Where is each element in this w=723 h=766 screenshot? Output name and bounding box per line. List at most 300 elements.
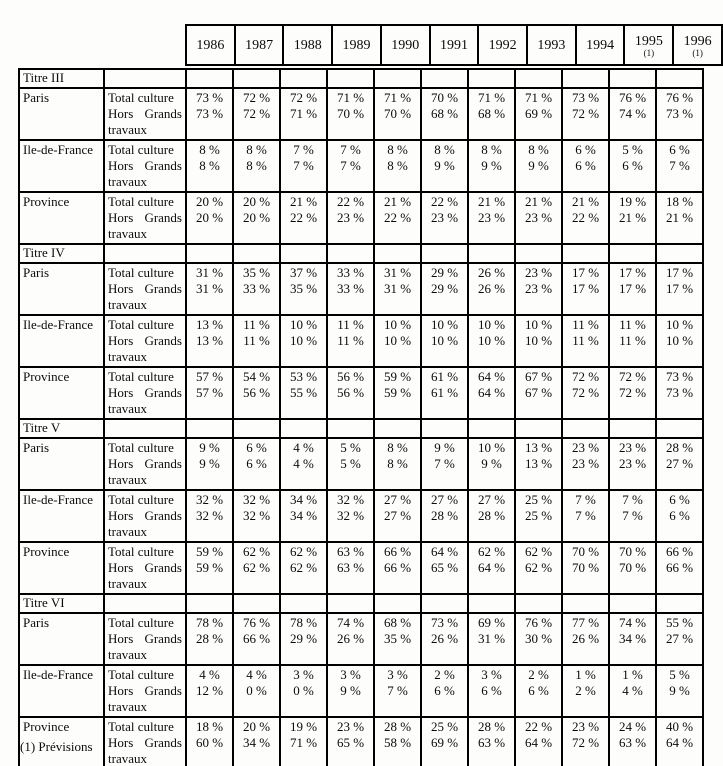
total-culture-value: 76 %	[665, 90, 694, 105]
hors-grands-travaux-value: 33 %	[336, 281, 365, 296]
value-cell	[374, 665, 421, 717]
section-empty-cell	[186, 419, 233, 438]
hors-grands-travaux-value: 59 %	[383, 385, 412, 400]
hors-grands-travaux-value: 8 %	[246, 158, 267, 173]
value-cell	[327, 140, 374, 192]
total-culture-value: 1 %	[575, 667, 596, 682]
hors-grands-travaux-value: 62 %	[242, 560, 271, 575]
hors-grands-travaux-value: 13 %	[524, 456, 553, 471]
value-cell	[609, 665, 656, 717]
total-culture-value: 6 %	[669, 492, 690, 507]
value-cell	[421, 367, 468, 419]
value-cell	[609, 542, 656, 594]
hors-grands-travaux-value: 17 %	[665, 281, 694, 296]
value-cell	[468, 140, 515, 192]
total-culture-value: 70 %	[430, 90, 459, 105]
hors-grands-travaux-value: 33 %	[242, 281, 271, 296]
value-cell	[562, 542, 609, 594]
total-culture-value: 8 %	[481, 142, 502, 157]
value-cell	[280, 263, 327, 315]
row-sublabels	[104, 438, 186, 490]
hors-grands-travaux-value: 10 %	[665, 333, 694, 348]
value-cell	[280, 315, 327, 367]
hors-grands-travaux-value: 21 %	[618, 210, 647, 225]
hors-grands-travaux-value: 5 %	[340, 456, 361, 471]
value-cell	[515, 490, 562, 542]
total-culture-value: 10 %	[524, 317, 553, 332]
total-culture-value: 71 %	[477, 90, 506, 105]
value-cell	[609, 140, 656, 192]
hors-grands-travaux-value: 74 %	[618, 106, 647, 121]
total-culture-value: 28 %	[383, 719, 412, 734]
total-culture-value: 31 %	[383, 265, 412, 280]
total-culture-value: 55 %	[665, 615, 694, 630]
value-cell	[656, 717, 703, 766]
year-header-1991	[430, 25, 479, 65]
hors-grands-travaux-value: 35 %	[383, 631, 412, 646]
section-empty-cell	[104, 594, 186, 613]
value-cell	[421, 613, 468, 665]
hors-grands-travaux-value: 31 %	[383, 281, 412, 296]
hors-grands-travaux-value: 29 %	[430, 281, 459, 296]
hors-grands-travaux-value: 10 %	[430, 333, 459, 348]
hors-grands-travaux-value: 28 %	[477, 508, 506, 523]
hors-grands-travaux-value: 68 %	[477, 106, 506, 121]
section-empty-cell	[656, 419, 703, 438]
total-culture-value: 18 %	[665, 194, 694, 209]
hors-grands-travaux-value: 70 %	[618, 560, 647, 575]
hors-grands-travaux-value: 27 %	[665, 631, 694, 646]
total-culture-value: 10 %	[477, 440, 506, 455]
section-empty-cell	[468, 244, 515, 263]
total-culture-value: 62 %	[242, 544, 271, 559]
section-title: Titre VI	[19, 594, 104, 613]
total-culture-value: 25 %	[430, 719, 459, 734]
region-label: Ile-de-France	[19, 315, 104, 367]
hors-grands-travaux-label: Hors Grands travaux	[108, 560, 182, 591]
total-culture-value: 10 %	[383, 317, 412, 332]
hors-grands-travaux-label: Hors Grands travaux	[108, 333, 182, 364]
hors-grands-travaux-value: 7 %	[434, 456, 455, 471]
section-empty-cell	[562, 69, 609, 88]
value-cell	[280, 490, 327, 542]
region-label: Ile-de-France	[19, 140, 104, 192]
hors-grands-travaux-value: 6 %	[622, 158, 643, 173]
hors-grands-travaux-value: 69 %	[430, 735, 459, 750]
total-culture-value: 23 %	[571, 440, 600, 455]
hors-grands-travaux-value: 65 %	[430, 560, 459, 575]
total-culture-value: 76 %	[618, 90, 647, 105]
hors-grands-travaux-value: 67 %	[524, 385, 553, 400]
hors-grands-travaux-value: 20 %	[195, 210, 224, 225]
value-cell	[656, 438, 703, 490]
total-culture-value: 5 %	[340, 440, 361, 455]
total-culture-value: 9 %	[199, 440, 220, 455]
total-culture-value: 7 %	[622, 492, 643, 507]
total-culture-value: 11 %	[243, 317, 270, 332]
table-row	[19, 88, 703, 140]
value-cell	[186, 367, 233, 419]
hors-grands-travaux-value: 9 %	[481, 456, 502, 471]
hors-grands-travaux-value: 61 %	[430, 385, 459, 400]
total-culture-value: 63 %	[336, 544, 365, 559]
value-cell	[656, 192, 703, 244]
hors-grands-travaux-value: 34 %	[289, 508, 318, 523]
total-culture-value: 20 %	[195, 194, 224, 209]
hors-grands-travaux-value: 62 %	[524, 560, 553, 575]
value-cell	[656, 263, 703, 315]
value-cell	[609, 367, 656, 419]
hors-grands-travaux-value: 60 %	[195, 735, 224, 750]
year-header-row	[186, 25, 722, 65]
row-sublabels	[104, 263, 186, 315]
total-culture-label: Total culture	[108, 265, 174, 280]
table-row	[19, 315, 703, 367]
value-cell	[233, 315, 280, 367]
hors-grands-travaux-value: 28 %	[195, 631, 224, 646]
hors-grands-travaux-label: Hors Grands travaux	[108, 158, 182, 189]
hors-grands-travaux-value: 70 %	[383, 106, 412, 121]
total-culture-value: 10 %	[289, 317, 318, 332]
hors-grands-travaux-value: 71 %	[289, 106, 318, 121]
section-title: Titre IV	[19, 244, 104, 263]
hors-grands-travaux-value: 65 %	[336, 735, 365, 750]
hors-grands-travaux-value: 0 %	[246, 683, 267, 698]
section-empty-cell	[656, 594, 703, 613]
section-empty-cell	[186, 69, 233, 88]
value-cell	[233, 542, 280, 594]
total-culture-value: 76 %	[242, 615, 271, 630]
value-cell	[515, 438, 562, 490]
year-header-1987	[235, 25, 284, 65]
table-row	[19, 717, 703, 766]
value-cell	[327, 367, 374, 419]
value-cell	[280, 438, 327, 490]
hors-grands-travaux-value: 72 %	[242, 106, 271, 121]
value-cell	[468, 88, 515, 140]
total-culture-value: 11 %	[337, 317, 364, 332]
value-cell	[562, 192, 609, 244]
value-cell	[421, 542, 468, 594]
value-cell	[186, 315, 233, 367]
section-empty-cell	[609, 419, 656, 438]
hors-grands-travaux-value: 63 %	[618, 735, 647, 750]
value-cell	[609, 88, 656, 140]
section-empty-cell	[186, 244, 233, 263]
total-culture-value: 9 %	[434, 440, 455, 455]
row-sublabels	[104, 88, 186, 140]
year-label: 1993	[537, 37, 566, 53]
hors-grands-travaux-value: 70 %	[336, 106, 365, 121]
total-culture-value: 2 %	[528, 667, 549, 682]
value-cell	[609, 192, 656, 244]
hors-grands-travaux-value: 71 %	[289, 735, 318, 750]
section-empty-cell	[280, 244, 327, 263]
value-cell	[421, 717, 468, 766]
hors-grands-travaux-value: 9 %	[528, 158, 549, 173]
total-culture-value: 21 %	[571, 194, 600, 209]
hors-grands-travaux-value: 7 %	[293, 158, 314, 173]
hors-grands-travaux-value: 4 %	[622, 683, 643, 698]
value-cell	[327, 717, 374, 766]
hors-grands-travaux-label: Hors Grands travaux	[108, 456, 182, 487]
hors-grands-travaux-value: 63 %	[477, 735, 506, 750]
hors-grands-travaux-value: 55 %	[289, 385, 318, 400]
section-empty-cell	[609, 69, 656, 88]
hors-grands-travaux-value: 68 %	[430, 106, 459, 121]
section-title: Titre V	[19, 419, 104, 438]
section-empty-cell	[233, 594, 280, 613]
total-culture-value: 19 %	[618, 194, 647, 209]
year-header-1989	[332, 25, 381, 65]
total-culture-value: 64 %	[430, 544, 459, 559]
value-cell	[515, 613, 562, 665]
hors-grands-travaux-value: 26 %	[477, 281, 506, 296]
value-cell	[233, 88, 280, 140]
total-culture-value: 5 %	[622, 142, 643, 157]
total-culture-value: 78 %	[289, 615, 318, 630]
total-culture-value: 6 %	[246, 440, 267, 455]
value-cell	[374, 613, 421, 665]
hors-grands-travaux-value: 23 %	[524, 281, 553, 296]
row-sublabels	[104, 613, 186, 665]
hors-grands-travaux-label: Hors Grands travaux	[108, 281, 182, 312]
section-empty-cell	[233, 419, 280, 438]
hors-grands-travaux-value: 70 %	[571, 560, 600, 575]
value-cell	[233, 490, 280, 542]
value-cell	[327, 490, 374, 542]
total-culture-value: 23 %	[336, 719, 365, 734]
value-cell	[374, 192, 421, 244]
hors-grands-travaux-value: 10 %	[477, 333, 506, 348]
hors-grands-travaux-value: 23 %	[477, 210, 506, 225]
total-culture-value: 67 %	[524, 369, 553, 384]
hors-grands-travaux-value: 73 %	[665, 385, 694, 400]
value-cell	[656, 490, 703, 542]
hors-grands-travaux-value: 72 %	[571, 735, 600, 750]
value-cell	[609, 717, 656, 766]
total-culture-label: Total culture	[108, 440, 174, 455]
hors-grands-travaux-value: 58 %	[383, 735, 412, 750]
section-empty-cell	[186, 594, 233, 613]
year-header-1988	[283, 25, 332, 65]
total-culture-value: 21 %	[477, 194, 506, 209]
total-culture-value: 4 %	[199, 667, 220, 682]
total-culture-label: Total culture	[108, 90, 174, 105]
value-cell	[468, 192, 515, 244]
year-header-1986	[186, 25, 235, 65]
hors-grands-travaux-label: Hors Grands travaux	[108, 210, 182, 241]
hors-grands-travaux-value: 31 %	[477, 631, 506, 646]
year-label: 1992	[488, 37, 517, 53]
section-empty-cell	[421, 69, 468, 88]
table-row	[19, 192, 703, 244]
total-culture-value: 10 %	[477, 317, 506, 332]
total-culture-label: Total culture	[108, 142, 174, 157]
region-label: Paris	[19, 88, 104, 140]
value-cell	[656, 315, 703, 367]
value-cell	[280, 717, 327, 766]
hors-grands-travaux-label: Hors Grands travaux	[108, 385, 182, 416]
total-culture-value: 24 %	[618, 719, 647, 734]
section-empty-cell	[656, 244, 703, 263]
hors-grands-travaux-value: 35 %	[289, 281, 318, 296]
value-cell	[186, 263, 233, 315]
total-culture-value: 8 %	[199, 142, 220, 157]
total-culture-value: 53 %	[289, 369, 318, 384]
region-label: Province	[19, 367, 104, 419]
total-culture-value: 71 %	[336, 90, 365, 105]
hors-grands-travaux-value: 32 %	[195, 508, 224, 523]
hors-grands-travaux-value: 34 %	[618, 631, 647, 646]
year-header-1990	[381, 25, 430, 65]
hors-grands-travaux-value: 56 %	[336, 385, 365, 400]
value-cell	[656, 613, 703, 665]
total-culture-value: 19 %	[289, 719, 318, 734]
hors-grands-travaux-value: 7 %	[575, 508, 596, 523]
hors-grands-travaux-value: 7 %	[622, 508, 643, 523]
total-culture-value: 22 %	[336, 194, 365, 209]
table-row	[19, 490, 703, 542]
hors-grands-travaux-value: 63 %	[336, 560, 365, 575]
total-culture-value: 21 %	[383, 194, 412, 209]
section-empty-cell	[515, 594, 562, 613]
total-culture-value: 59 %	[383, 369, 412, 384]
hors-grands-travaux-label: Hors Grands travaux	[108, 631, 182, 662]
value-cell	[233, 665, 280, 717]
hors-grands-travaux-value: 69 %	[524, 106, 553, 121]
total-culture-value: 3 %	[340, 667, 361, 682]
hors-grands-travaux-value: 9 %	[340, 683, 361, 698]
value-cell	[562, 140, 609, 192]
value-cell	[468, 717, 515, 766]
value-cell	[327, 315, 374, 367]
total-culture-value: 72 %	[571, 369, 600, 384]
section-empty-cell	[656, 69, 703, 88]
hors-grands-travaux-value: 13 %	[195, 333, 224, 348]
hors-grands-travaux-value: 23 %	[430, 210, 459, 225]
region-label: Province	[19, 192, 104, 244]
hors-grands-travaux-value: 6 %	[528, 683, 549, 698]
year-label: 1986	[196, 37, 225, 53]
hors-grands-travaux-value: 11 %	[243, 333, 270, 348]
value-cell	[421, 490, 468, 542]
hors-grands-travaux-value: 66 %	[383, 560, 412, 575]
hors-grands-travaux-value: 11 %	[619, 333, 646, 348]
total-culture-label: Total culture	[108, 615, 174, 630]
total-culture-value: 29 %	[430, 265, 459, 280]
value-cell	[656, 88, 703, 140]
value-cell	[421, 438, 468, 490]
hors-grands-travaux-value: 25 %	[524, 508, 553, 523]
budget-share-table	[18, 68, 704, 766]
row-sublabels	[104, 367, 186, 419]
hors-grands-travaux-value: 22 %	[571, 210, 600, 225]
total-culture-value: 4 %	[293, 440, 314, 455]
value-cell	[280, 367, 327, 419]
value-cell	[468, 438, 515, 490]
hors-grands-travaux-value: 0 %	[293, 683, 314, 698]
region-label: Paris	[19, 438, 104, 490]
value-cell	[656, 542, 703, 594]
hors-grands-travaux-value: 4 %	[293, 456, 314, 471]
total-culture-value: 33 %	[336, 265, 365, 280]
total-culture-value: 31 %	[195, 265, 224, 280]
total-culture-value: 23 %	[571, 719, 600, 734]
value-cell	[327, 263, 374, 315]
hors-grands-travaux-value: 28 %	[430, 508, 459, 523]
section-empty-cell	[609, 594, 656, 613]
total-culture-value: 57 %	[195, 369, 224, 384]
value-cell	[562, 665, 609, 717]
total-culture-label: Total culture	[108, 719, 174, 734]
hors-grands-travaux-value: 17 %	[571, 281, 600, 296]
hors-grands-travaux-value: 64 %	[665, 735, 694, 750]
section-row	[19, 244, 703, 263]
total-culture-value: 27 %	[477, 492, 506, 507]
total-culture-value: 74 %	[336, 615, 365, 630]
total-culture-value: 68 %	[383, 615, 412, 630]
value-cell	[186, 665, 233, 717]
total-culture-value: 11 %	[572, 317, 599, 332]
total-culture-value: 72 %	[289, 90, 318, 105]
value-cell	[327, 438, 374, 490]
total-culture-label: Total culture	[108, 369, 174, 384]
section-empty-cell	[468, 69, 515, 88]
row-sublabels	[104, 315, 186, 367]
total-culture-value: 2 %	[434, 667, 455, 682]
value-cell	[186, 717, 233, 766]
table-row	[19, 438, 703, 490]
total-culture-value: 7 %	[293, 142, 314, 157]
year-label: 1996	[683, 33, 712, 49]
value-cell	[374, 315, 421, 367]
row-sublabels	[104, 665, 186, 717]
total-culture-value: 32 %	[242, 492, 271, 507]
hors-grands-travaux-value: 20 %	[242, 210, 271, 225]
year-header-table	[185, 24, 723, 66]
value-cell	[515, 315, 562, 367]
section-empty-cell	[104, 69, 186, 88]
year-label: 1989	[342, 37, 371, 53]
hors-grands-travaux-value: 23 %	[618, 456, 647, 471]
total-culture-label: Total culture	[108, 544, 174, 559]
year-header-1995	[624, 25, 673, 65]
value-cell	[374, 140, 421, 192]
total-culture-value: 61 %	[430, 369, 459, 384]
value-cell	[468, 315, 515, 367]
hors-grands-travaux-label: Hors Grands travaux	[108, 106, 182, 137]
total-culture-value: 8 %	[246, 142, 267, 157]
hors-grands-travaux-value: 29 %	[289, 631, 318, 646]
value-cell	[421, 140, 468, 192]
section-empty-cell	[515, 69, 562, 88]
table-row	[19, 613, 703, 665]
total-culture-label: Total culture	[108, 317, 174, 332]
value-cell	[280, 542, 327, 594]
value-cell	[374, 717, 421, 766]
hors-grands-travaux-value: 9 %	[481, 158, 502, 173]
value-cell	[233, 192, 280, 244]
hors-grands-travaux-value: 64 %	[524, 735, 553, 750]
value-cell	[280, 88, 327, 140]
value-cell	[421, 263, 468, 315]
region-label: Paris	[19, 263, 104, 315]
total-culture-value: 32 %	[195, 492, 224, 507]
value-cell	[515, 542, 562, 594]
total-culture-value: 17 %	[571, 265, 600, 280]
hors-grands-travaux-value: 57 %	[195, 385, 224, 400]
